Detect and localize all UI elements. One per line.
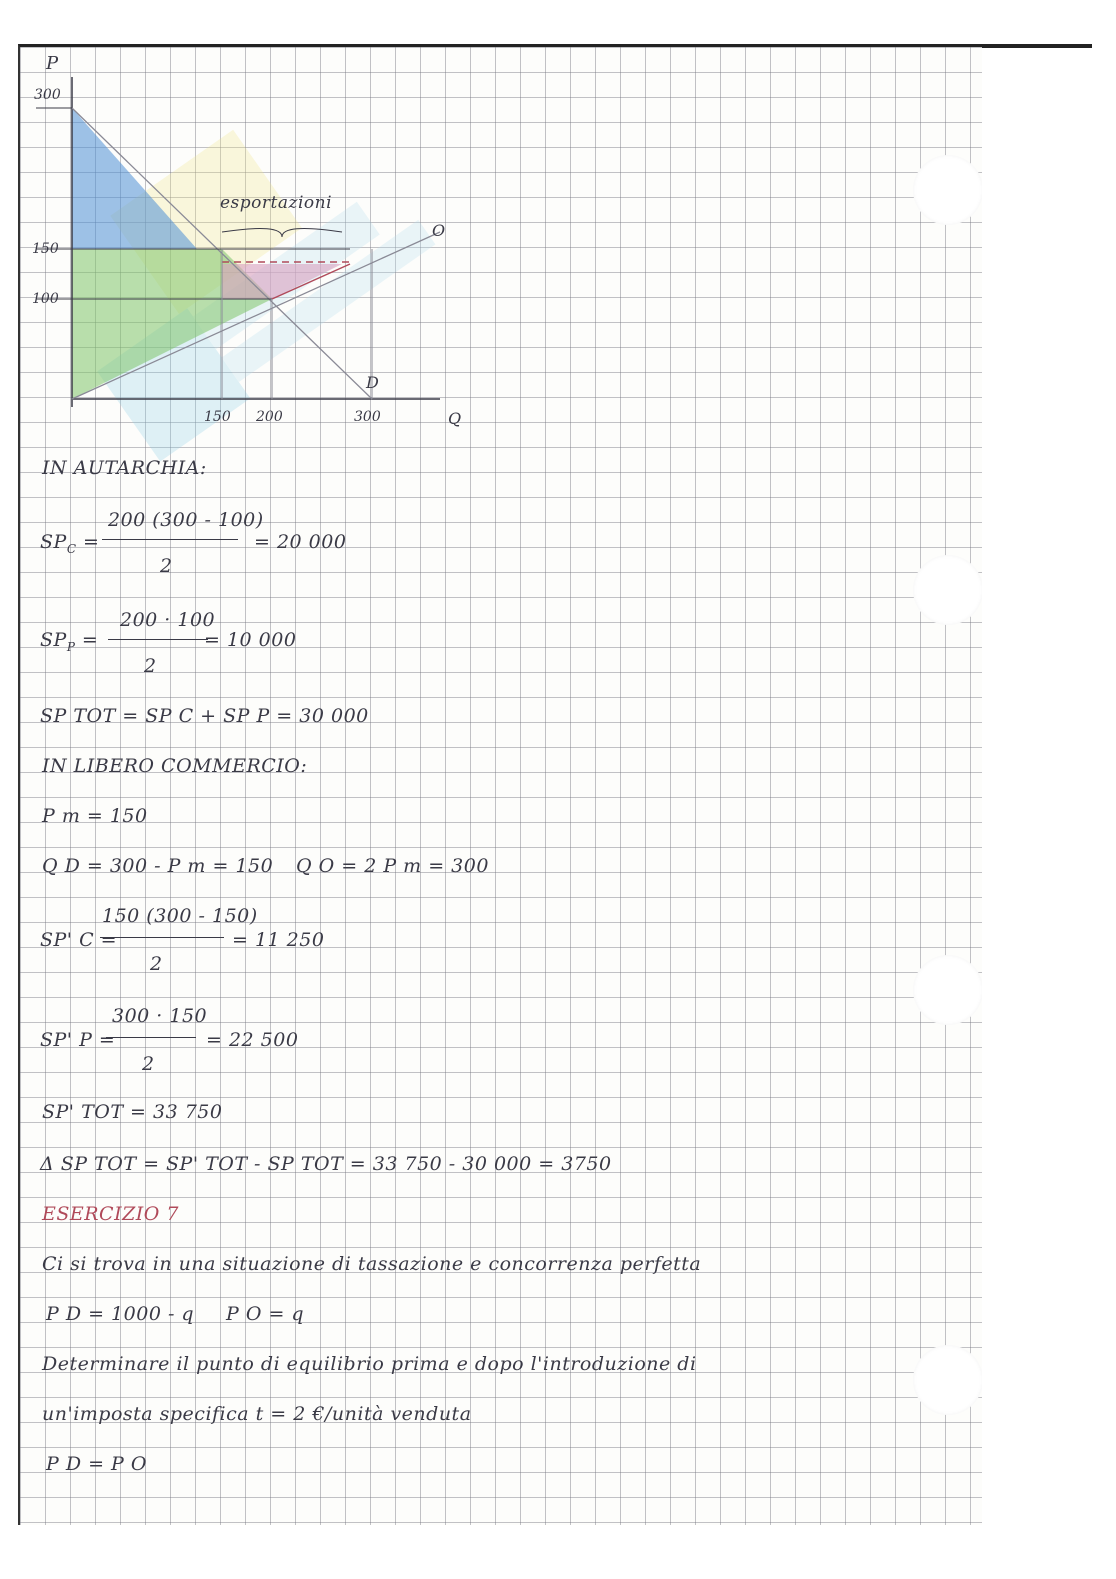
q-axis-label: Q <box>448 409 462 428</box>
spp-prime-label: SP' P = <box>40 1029 116 1051</box>
x-tick-150: 150 <box>204 409 231 425</box>
libero-heading: IN LIBERO COMMERCIO: <box>42 755 308 777</box>
spp-fraction-bar <box>108 639 208 640</box>
binder-hole <box>913 1345 982 1415</box>
spp-denominator: 2 <box>144 655 157 677</box>
pm-line: P m = 150 <box>42 805 148 827</box>
exercise-title: ESERCIZIO 7 <box>42 1203 180 1225</box>
binder-hole <box>913 155 982 225</box>
spp-label: $SP_P$ = <box>40 629 99 654</box>
exports-label: esportazioni <box>220 193 333 213</box>
spc-prime-fraction-bar <box>100 937 224 938</box>
spc-numerator: 200 (300 - 100) <box>108 509 264 531</box>
y-tick-300: 300 <box>34 87 61 103</box>
x-tick-200: 200 <box>256 409 283 425</box>
spp-prime-numerator: 300 · 150 <box>112 1005 208 1027</box>
spc-label: $SP_C$ = <box>40 531 100 556</box>
y-tick-150: 150 <box>32 241 59 257</box>
spp-result: = 10 000 <box>204 629 297 651</box>
delta-sptot-line: Δ SP TOT = SP' TOT - SP TOT = 33 750 - 30 000 = 3750 <box>40 1153 612 1175</box>
spc-result: = 20 000 <box>254 531 347 553</box>
spc-denominator: 2 <box>160 555 173 577</box>
exercise-line-2: Determinare il punto di equilibrio prima e dopo l'introduzione di <box>42 1353 697 1375</box>
spc-fraction-bar <box>102 539 238 540</box>
equilibrium-line: P D = P O <box>46 1453 147 1475</box>
binder-hole <box>913 555 982 625</box>
spp-prime-fraction-bar <box>106 1037 196 1038</box>
qd-line: Q D = 300 - P m = 150 <box>42 855 274 877</box>
spc-prime-label: SP' C = <box>40 929 118 951</box>
consumer-surplus-area <box>72 108 197 249</box>
sptot-prime-line: SP' TOT = 33 750 <box>42 1101 223 1123</box>
grid-paper-sheet <box>18 44 982 1525</box>
pd-line: P D = 1000 - q <box>46 1303 195 1325</box>
supply-demand-graph <box>20 47 500 467</box>
qo-line: Q O = 2 P m = 300 <box>296 855 489 877</box>
supply-curve-label: O <box>432 221 446 240</box>
exports-brace <box>222 228 342 237</box>
spc-prime-numerator: 150 (300 - 150) <box>102 905 258 927</box>
x-tick-300: 300 <box>354 409 381 425</box>
p-axis-label: P <box>46 53 59 74</box>
spp-prime-result: = 22 500 <box>206 1029 299 1051</box>
demand-curve-label: D <box>366 373 380 392</box>
spc-prime-result: = 11 250 <box>232 929 325 951</box>
exercise-line-1: Ci si trova in una situazione di tassazione e concorrenza perfetta <box>42 1253 702 1275</box>
sptot-line: SP TOT = SP C + SP P = 30 000 <box>40 705 369 727</box>
spp-numerator: 200 · 100 <box>120 609 216 631</box>
po-line: P O = q <box>226 1303 305 1325</box>
spp-prime-denominator: 2 <box>142 1053 155 1075</box>
exercise-line-3: un'imposta specifica t = 2 €/unità venduta <box>42 1403 472 1425</box>
scan-top-edge <box>980 44 1092 48</box>
binder-hole <box>913 955 982 1025</box>
spc-prime-denominator: 2 <box>150 953 163 975</box>
y-tick-100: 100 <box>32 291 59 307</box>
autarchia-heading: IN AUTARCHIA: <box>42 457 207 479</box>
